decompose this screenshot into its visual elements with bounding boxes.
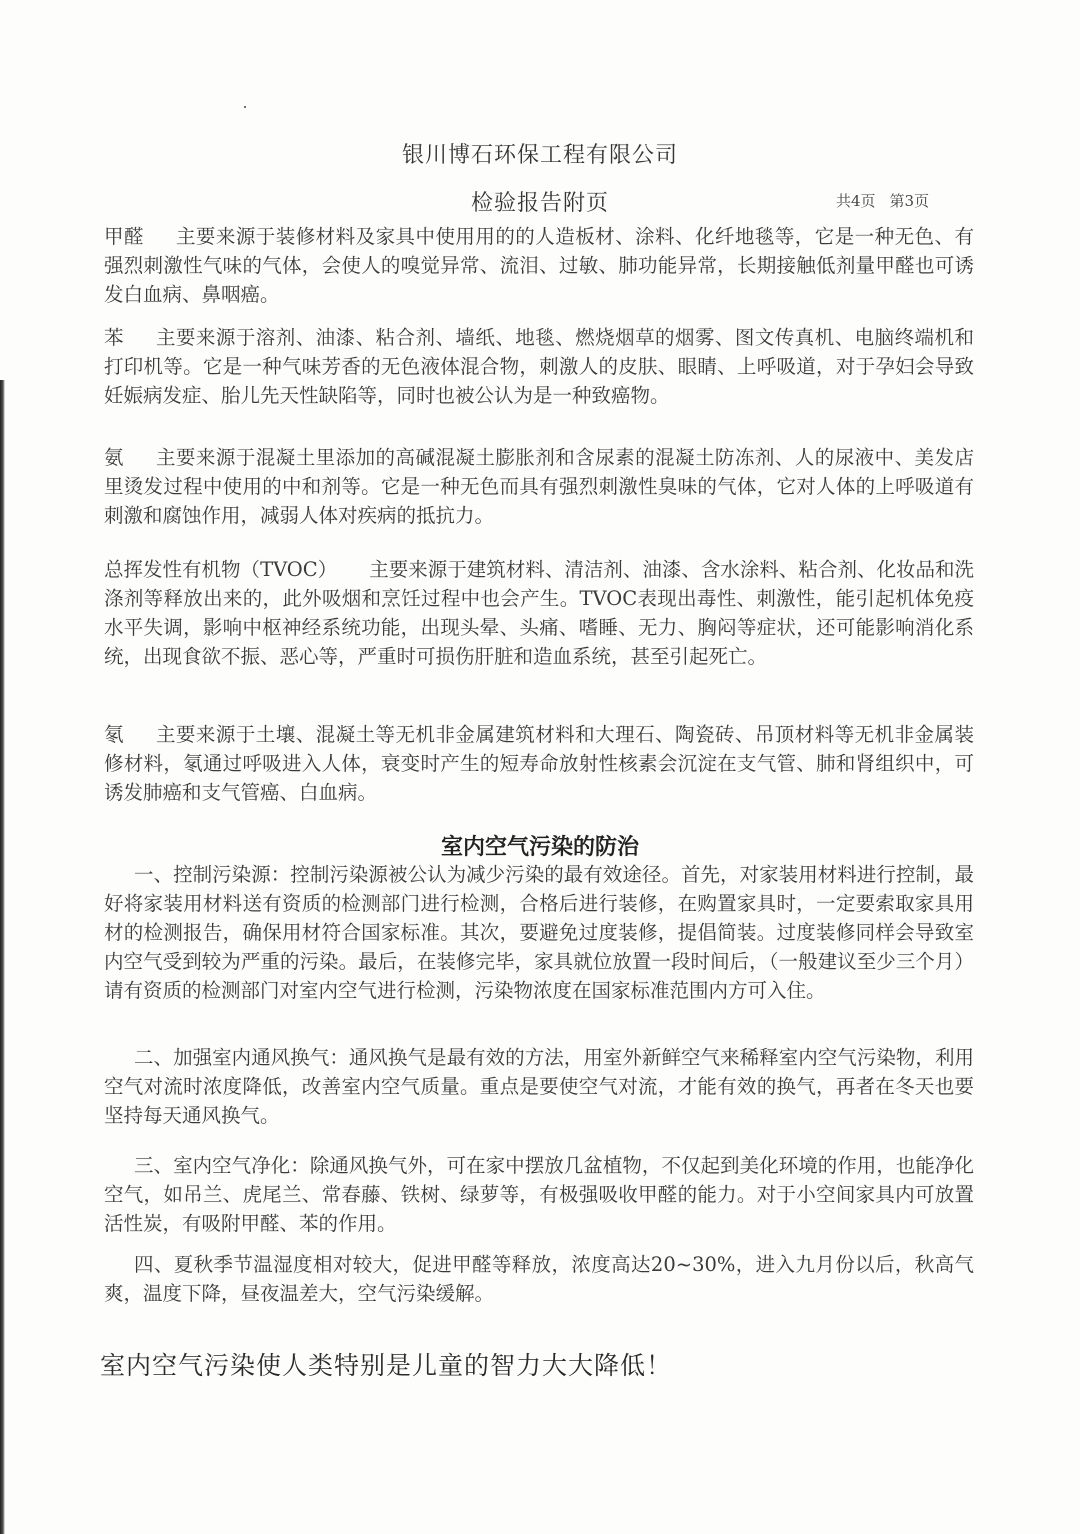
prevention-heading: 室内空气污染的防治 <box>440 834 639 860</box>
pollutant-text: 主要来源于混凝土里添加的高碱混凝土膨胀剂和含尿素的混凝土防冻剂、人的尿液中、美发店里烫发过程中使用的中和剂等。它是一种无色而具有强烈刺激性臭味的气体，它对人体的上呼吸道有刺激和腐蚀作用，减弱人体对疾病的抵抗力。 <box>104 446 974 527</box>
pollutant-formaldehyde <box>104 222 974 309</box>
company-name: 银川博石环保工程有限公司 <box>401 143 678 168</box>
total-pages: 共4页 <box>836 192 876 210</box>
scan-left-edge <box>0 380 5 1534</box>
prevention-item-1: 一、控制污染源：控制污染源被公认为减少污染的最有效途径。首先，对家装用材料进行控制，最好将家装用材料送有资质的检测部门进行检测，合格后进行装修，在购置家具时，一定要索取家具用材的检测报告，确保用材符合国家标准。其次，要避免过度装修，提倡简装。过度装修同样会导致室内空气受到较为严重的污染。最后，在装修完毕，家具就位放置一段时间后，（一般建议至少三个月）请有资质的检测部门对室内空气进行检测，污染物浓度在国家标准范围内方可入住。 <box>104 863 974 1002</box>
prevention-item-4: 四、夏秋季节温湿度相对较大，促进甲醛等释放，浓度高达20~30%，进入九月份以后，秋高气爽，温度下降，昼夜温差大，空气污染缓解。 <box>104 1253 974 1305</box>
page-info <box>836 190 929 211</box>
pollutant-term: 氡 <box>104 723 124 746</box>
pollutant-text: 主要来源于建筑材料、清洁剂、油漆、含水涂料、粘合剂、化妆品和洗涤剂等释放出来的，此外吸烟和烹饪过程中也会产生。TVOC表现出毒性、刺激性，能引起机体免疫水平失调，影响中枢神经系统功能，出现头晕、头痛、嗜睡、无力、胸闷等症状，还可能影响消化系统，出现食欲不振、恶心等，严重时可损伤肝脏和造血系统，甚至引起死亡。 <box>104 558 974 668</box>
pollutant-term: 总挥发性有机物（TVOC） <box>104 558 338 581</box>
report-title-row <box>0 186 1080 216</box>
pollutant-term: 甲醛 <box>104 225 144 248</box>
closing-statement: 室内空气污染使人类特别是儿童的智力大大降低！ <box>100 1351 673 1380</box>
pollutant-benzene <box>104 323 974 410</box>
prevention-item-2: 二、加强室内通风换气：通风换气是最有效的方法，用室外新鲜空气来稀释室内空气污染物，利用空气对流时浓度降低，改善室内空气质量。重点是要使空气对流，才能有效的换气，再者在冬天也要坚持每天通风换气。 <box>104 1046 974 1127</box>
pollutant-text: 主要来源于土壤、混凝土等无机非金属建筑材料和大理石、陶瓷砖、吊顶材料等无机非金属装修材料，氡通过呼吸进入人体，衰变时产生的短寿命放射性核素会沉淀在支气管、肺和肾组织中，可诱发肺癌和支气管癌、白血病。 <box>104 723 974 804</box>
scan-speck <box>244 106 246 108</box>
pollutant-tvoc <box>104 555 974 671</box>
pollutant-term: 苯 <box>104 326 124 349</box>
pollutant-text: 主要来源于溶剂、油漆、粘合剂、墙纸、地毯、燃烧烟草的烟雾、图文传真机、电脑终端机和打印机等。它是一种气味芳香的无色液体混合物，刺激人的皮肤、眼睛、上呼吸道，对于孕妇会导致妊娠病发症、胎儿先天性缺陷等，同时也被公认为是一种致癌物。 <box>104 326 974 407</box>
pollutant-text: 主要来源于装修材料及家具中使用用的的人造板材、涂料、化纤地毯等，它是一种无色、有强烈刺激性气味的气体，会使人的嗅觉异常、流泪、过敏、肺功能异常，长期接触低剂量甲醛也可诱发白血病、鼻咽癌。 <box>104 225 974 306</box>
pollutant-radon <box>104 720 974 807</box>
prevention-item-3: 三、室内空气净化：除通风换气外，可在家中摆放几盆植物，不仅起到美化环境的作用，也能净化空气，如吊兰、虎尾兰、常春藤、铁树、绿萝等，有极强吸收甲醛的能力。对于小空间家具内可放置活性炭，有吸附甲醛、苯的作用。 <box>104 1154 974 1235</box>
current-page: 第3页 <box>889 192 930 210</box>
pollutant-ammonia <box>104 443 974 530</box>
pollutant-term: 氨 <box>104 446 124 469</box>
report-title: 检验报告附页 <box>470 191 609 216</box>
